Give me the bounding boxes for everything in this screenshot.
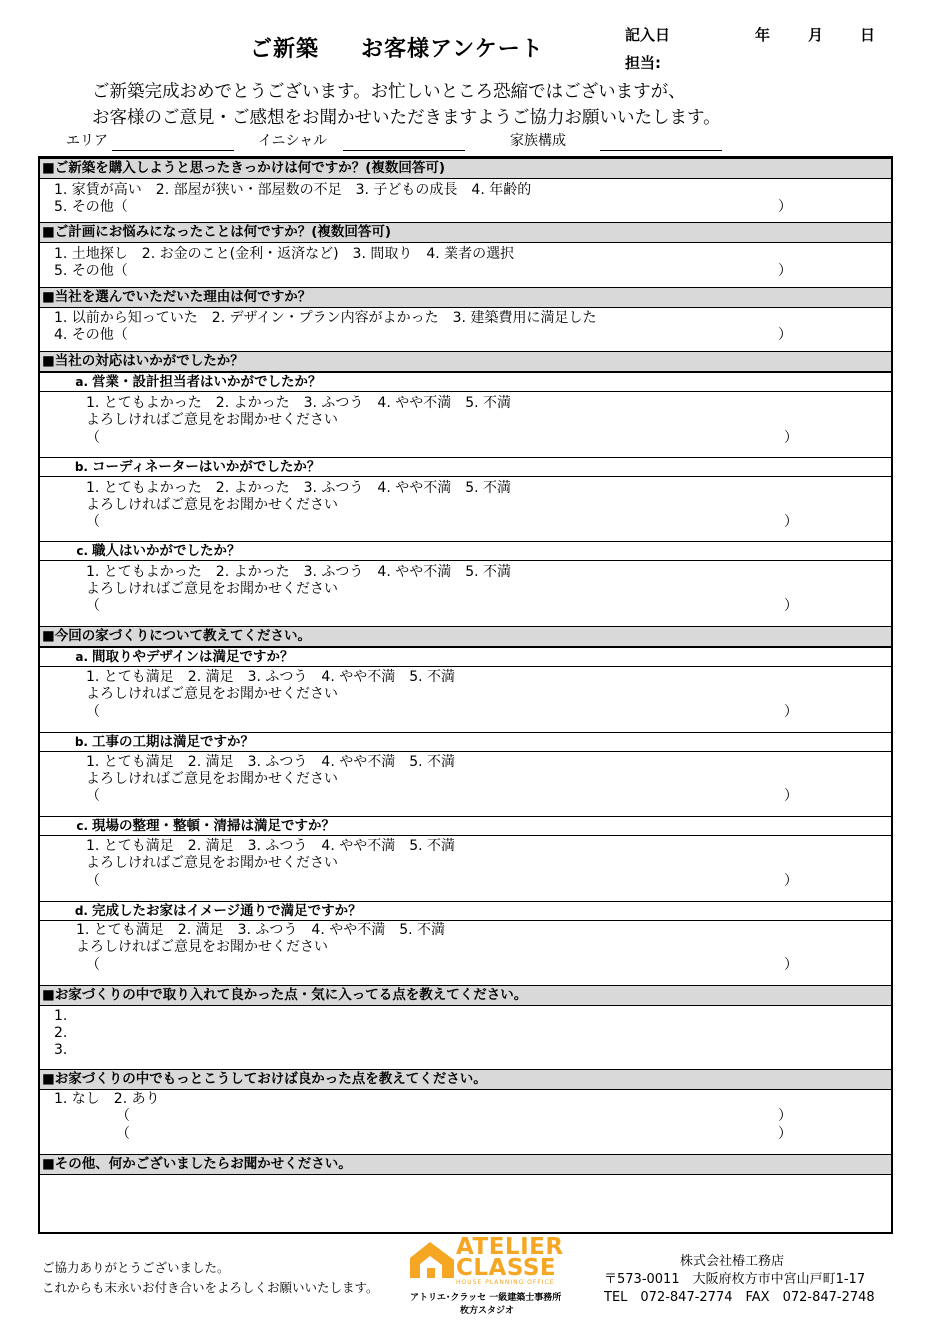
q4a-opinion: よろしければご意見をお聞かせください [86, 412, 338, 428]
q8-heading: ■その他、何かございましたらお聞かせください。 [40, 1154, 891, 1175]
q4c-lparen[interactable]: （ [86, 598, 100, 614]
initial-field[interactable] [343, 150, 465, 151]
q7-lparen-2[interactable]: （ [116, 1126, 130, 1142]
intro-line-1: ご新築完成おめでとうございます。お忙しいところ恐縮ではございますが、 [92, 82, 686, 102]
day-label: 日 [860, 26, 876, 44]
q6-item-1[interactable]: 1. [54, 1008, 68, 1024]
q4b-rparen: ） [784, 514, 798, 530]
q5c-lparen[interactable]: （ [86, 873, 100, 889]
q5a-lparen[interactable]: （ [86, 704, 100, 720]
q4b-opinion: よろしければご意見をお聞かせください [86, 497, 338, 513]
q4a-rparen: ） [784, 430, 798, 446]
date-label: 記入日 [625, 26, 671, 44]
house-logo-icon [408, 1240, 458, 1280]
year-label: 年 [755, 26, 771, 44]
q6-item-2[interactable]: 2. [54, 1025, 68, 1041]
q5-heading: ■今回の家づくりについて教えてください。 [40, 626, 891, 647]
q5b-rparen: ） [784, 788, 798, 804]
q1-rparen: ） [778, 199, 792, 215]
staff-label: 担当: [625, 54, 661, 72]
brand-logo-text: ATELIER CLASSE [456, 1234, 564, 1281]
thanks-line-2: これからも末永いお付き合いをよろしくお願いいたします。 [42, 1280, 379, 1295]
brand-logo-subtitle: HOUSE PLANNING OFFICE [456, 1279, 555, 1286]
q1-heading: ■ご新築を購入しようと思ったきっかけは何ですか？(複数回答可) [40, 158, 891, 179]
q5d-opinion: よろしければご意見をお聞かせください [76, 939, 328, 955]
q6-heading: ■お家づくりの中で取り入れて良かった点・気に入ってる点を教えてください。 [40, 985, 891, 1006]
initial-label: イニシャル [258, 133, 328, 149]
brand-studio-name: 枚方スタジオ [460, 1306, 515, 1316]
q4c-heading: c. 職人はいかがでしたか？ [40, 541, 891, 561]
q4c-rparen: ） [784, 598, 798, 614]
q5a-rparen: ） [784, 704, 798, 720]
page-title: ご新築 お客様アンケート [250, 37, 544, 62]
q7-lparen-1[interactable]: （ [116, 1108, 130, 1124]
intro-line-2: お客様のご意見・ご感想をお聞かせいただきますようご協力お願いいたします。 [92, 108, 721, 128]
company-address: 〒573-0011 大阪府枚方市中宮山戸町1-17 [604, 1272, 866, 1287]
q5b-options[interactable]: 1. とても満足 2. 満足 3. ふつう 4. やや不満 5. 不満 [86, 754, 456, 770]
q3-heading: ■当社を選んでいただいた理由は何ですか？ [40, 287, 891, 308]
survey-form [38, 156, 893, 1234]
q5d-rparen: ） [784, 957, 798, 973]
q1-other[interactable]: 5. その他（ [54, 199, 128, 215]
q1-options[interactable]: 1. 家賃が高い 2. 部屋が狭い・部屋数の不足 3. 子どもの成長 4. 年齢的 [54, 182, 532, 198]
q3-other[interactable]: 4. その他（ [54, 327, 128, 343]
q4b-options[interactable]: 1. とてもよかった 2. よかった 3. ふつう 4. やや不満 5. 不満 [86, 480, 512, 496]
month-label: 月 [808, 26, 824, 44]
q5a-opinion: よろしければご意見をお聞かせください [86, 686, 338, 702]
company-phone: TEL 072-847-2774 FAX 072-847-2748 [604, 1290, 875, 1305]
q5b-lparen[interactable]: （ [86, 788, 100, 804]
q3-options[interactable]: 1. 以前から知っていた 2. デザイン・プラン内容がよかった 3. 建築費用に満足した [54, 310, 597, 326]
q4b-heading: b. コーディネーターはいかがでしたか？ [40, 457, 891, 477]
brand-office-name: アトリエ･クラッセ 一級建築士事務所 [410, 1293, 562, 1303]
area-field[interactable] [112, 150, 234, 151]
q4a-heading: a. 営業・設計担当者はいかがでしたか？ [40, 372, 891, 392]
q7-heading: ■お家づくりの中でもっとこうしておけば良かった点を教えてください。 [40, 1069, 891, 1090]
q5b-opinion: よろしければご意見をお聞かせください [86, 771, 338, 787]
company-name: 株式会社椿工務店 [680, 1254, 785, 1269]
q5c-opinion: よろしければご意見をお聞かせください [86, 855, 338, 871]
q2-other[interactable]: 5. その他（ [54, 263, 128, 279]
q5c-heading: c. 現場の整理・整頓・清掃は満足ですか？ [40, 816, 891, 836]
q7-rparen-1: ） [778, 1108, 792, 1124]
family-field[interactable] [600, 150, 722, 151]
q5d-options[interactable]: 1. とても満足 2. 満足 3. ふつう 4. やや不満 5. 不満 [76, 922, 446, 938]
q4a-options[interactable]: 1. とてもよかった 2. よかった 3. ふつう 4. やや不満 5. 不満 [86, 395, 512, 411]
family-label: 家族構成 [510, 133, 566, 149]
q2-options[interactable]: 1. 土地探し 2. お金のこと(金利・返済など) 3. 間取り 4. 業者の選択 [54, 246, 515, 262]
q6-item-3[interactable]: 3. [54, 1042, 68, 1058]
q4a-lparen[interactable]: （ [86, 430, 100, 446]
q2-rparen: ） [778, 263, 792, 279]
q8-answer-area[interactable] [44, 1178, 887, 1230]
q2-heading: ■ご計画にお悩みになったことは何ですか？(複数回答可) [40, 222, 891, 243]
q4-heading: ■当社の対応はいかがでしたか？ [40, 351, 891, 372]
q3-rparen: ） [778, 327, 792, 343]
q5d-lparen[interactable]: （ [86, 957, 100, 973]
q7-options[interactable]: 1. なし 2. あり [54, 1091, 160, 1107]
q4c-options[interactable]: 1. とてもよかった 2. よかった 3. ふつう 4. やや不満 5. 不満 [86, 564, 512, 580]
q5a-options[interactable]: 1. とても満足 2. 満足 3. ふつう 4. やや不満 5. 不満 [86, 669, 456, 685]
q5c-options[interactable]: 1. とても満足 2. 満足 3. ふつう 4. やや不満 5. 不満 [86, 838, 456, 854]
q5a-heading: a. 間取りやデザインは満足ですか？ [40, 647, 891, 667]
thanks-line-1: ご協力ありがとうございました。 [42, 1260, 230, 1275]
q4b-lparen[interactable]: （ [86, 514, 100, 530]
area-label: エリア [66, 133, 108, 149]
q5b-heading: b. 工事の工期は満足ですか？ [40, 732, 891, 752]
q7-rparen-2: ） [778, 1126, 792, 1142]
q5d-heading: d. 完成したお家はイメージ通りで満足ですか？ [40, 901, 891, 921]
q4c-opinion: よろしければご意見をお聞かせください [86, 581, 338, 597]
q5c-rparen: ） [784, 873, 798, 889]
